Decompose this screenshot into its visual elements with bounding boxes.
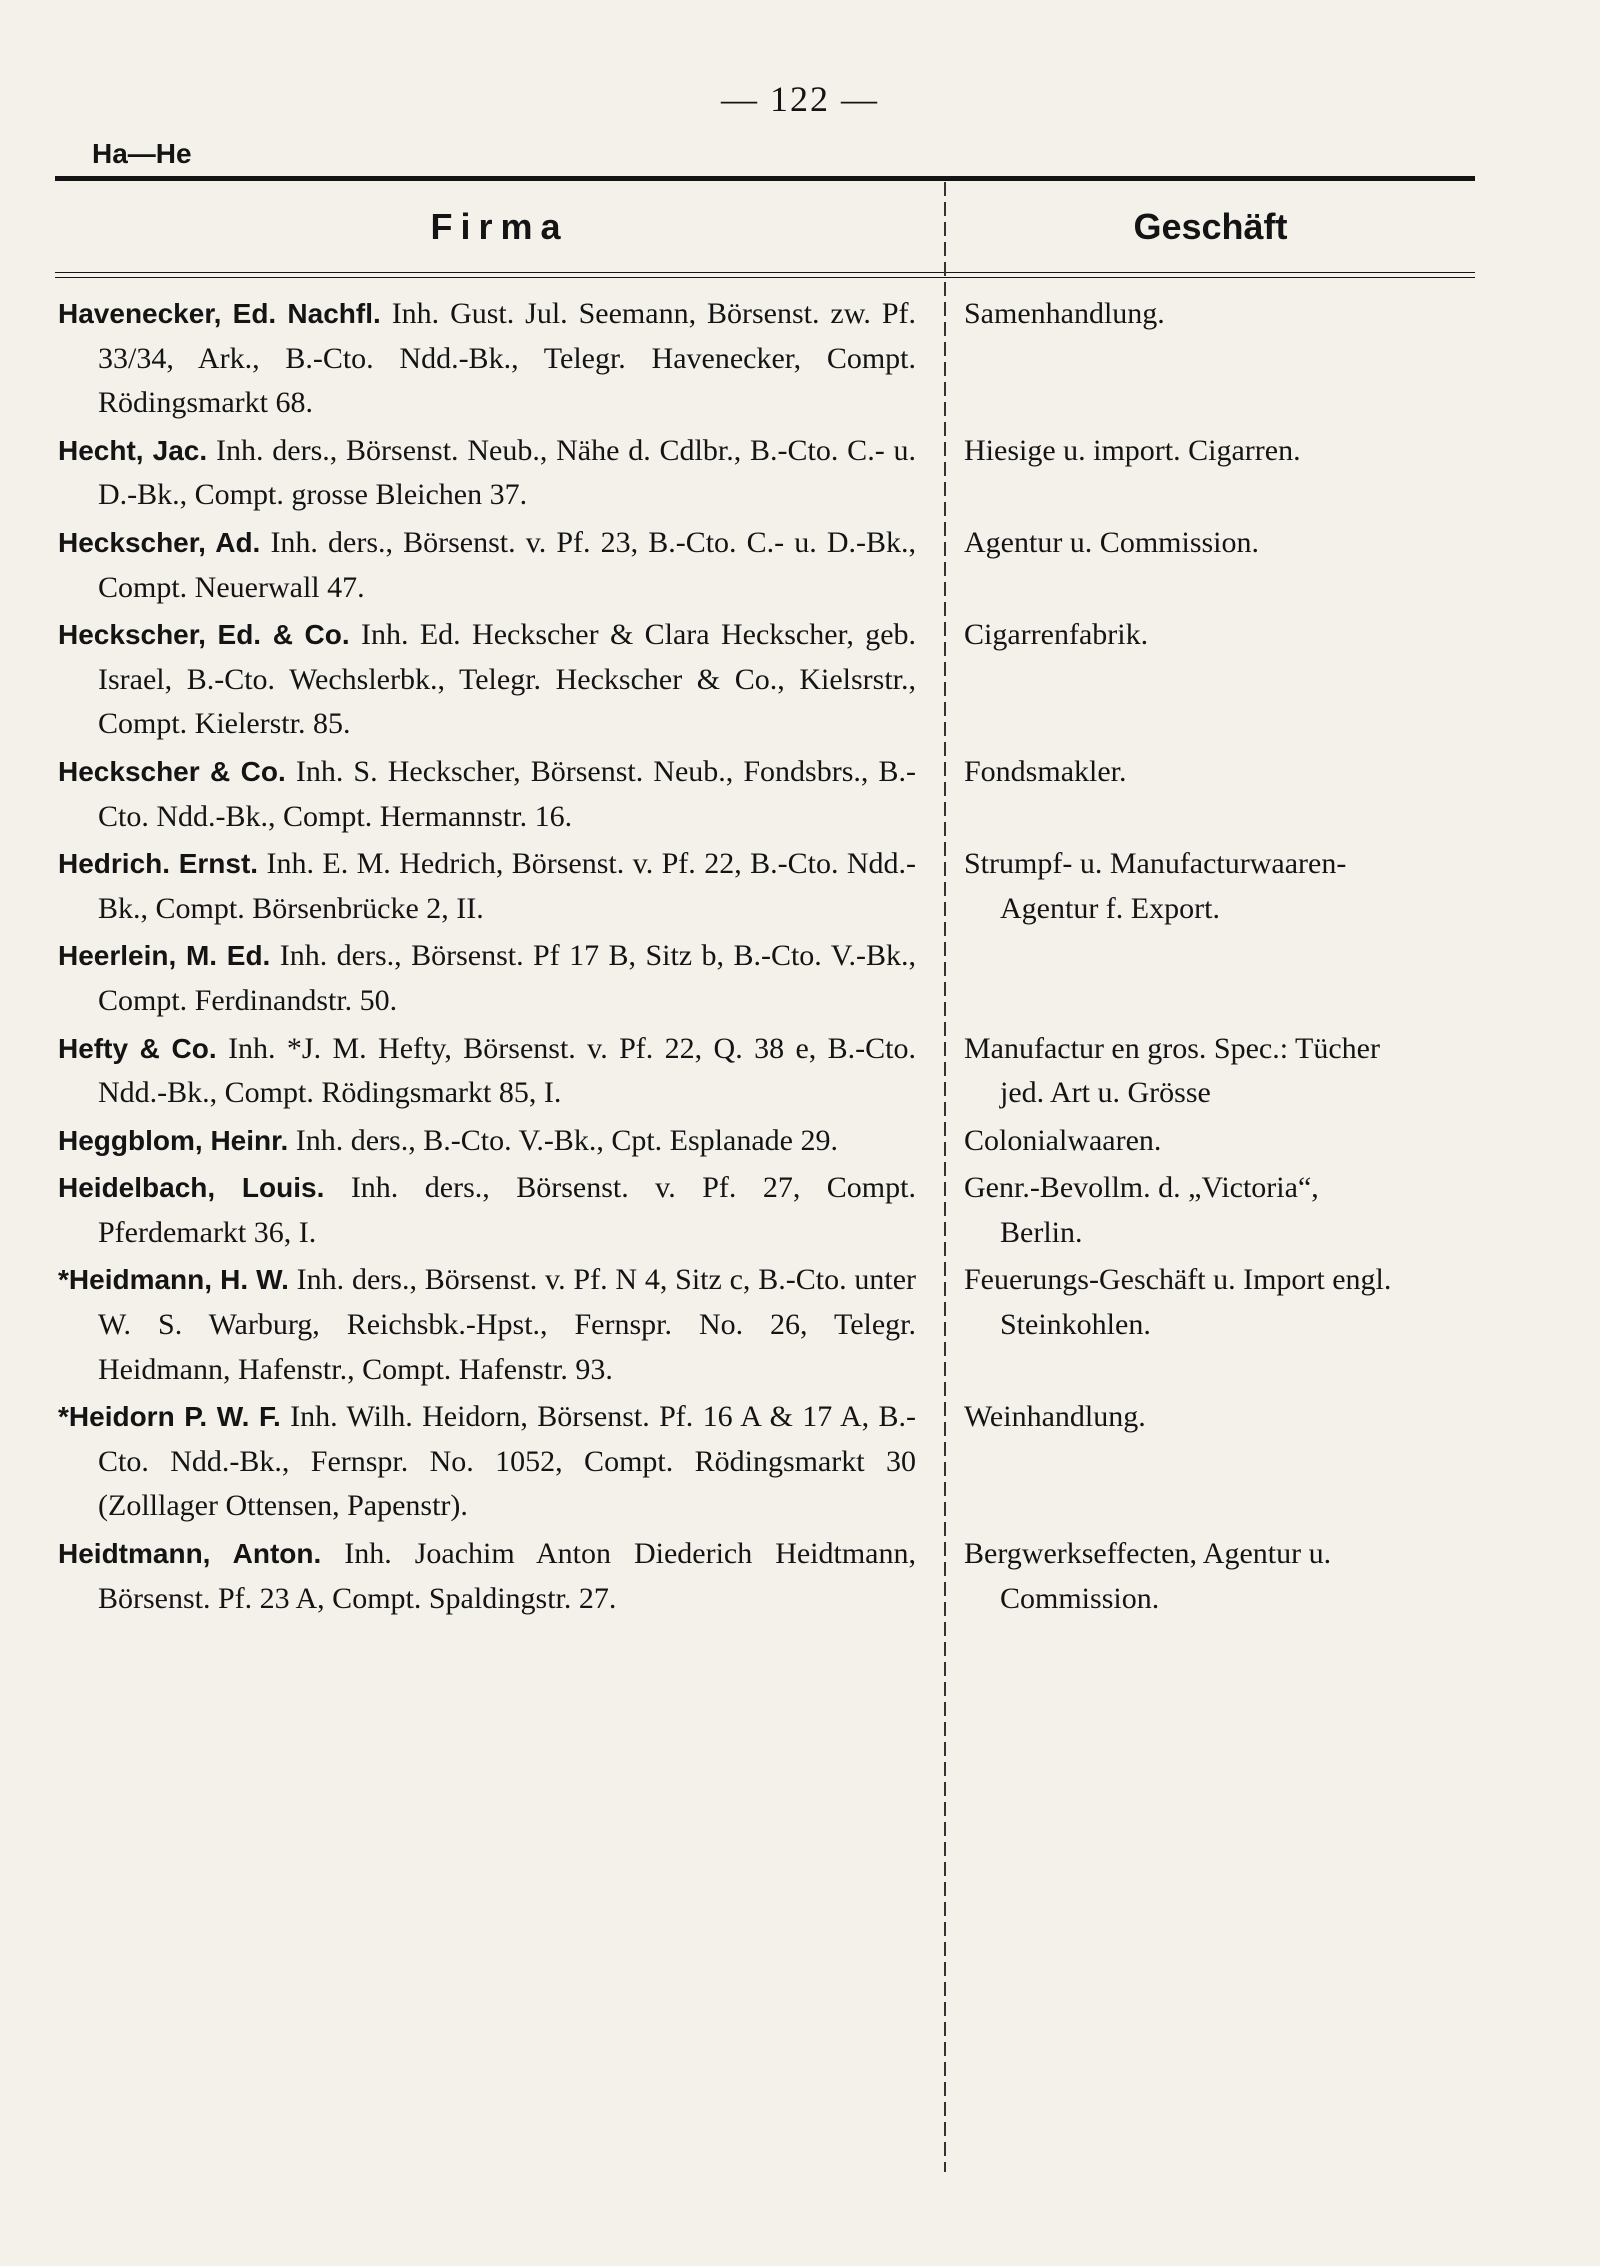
business-cell: Fondsmakler. — [964, 754, 1127, 788]
firma-cell — [58, 1258, 916, 1392]
business-cell: Colonialwaaren. — [964, 1123, 1162, 1157]
firm-details: Inh. Wilh. Heidorn, Börsenst. Pf. 16 A & 17 A, B.-Cto. Ndd.-Bk., Fernspr. No. 1052, Compt. Rödingsmarkt 30 (Zolllager Ottensen, Papenstr). — [98, 1400, 916, 1523]
firm-name: *Heidorn P. W. F. — [58, 1401, 281, 1433]
business-cell: Agentur u. Commission. — [964, 525, 1260, 559]
business-cell: Genr.-Bevollm. d. „Victoria“, Berlin. — [964, 1171, 1319, 1249]
firm-name: Heckscher & Co. — [58, 755, 286, 787]
firm-details: Inh. ders., Börsenst. v. Pf. 23, B.-Cto. C.- u. D.-Bk., Compt. Neuerwall 47. — [98, 525, 917, 604]
firm-details: Inh. Ed. Heckscher & Clara Heckscher, geb. Israel, B.-Cto. Wechslerbk., Telegr. Heckscher & Co., Kielsrstr., Compt. Kielerstr. 85. — [98, 618, 917, 741]
list-item — [58, 613, 1478, 747]
list-item — [58, 1258, 1478, 1392]
firm-name: Havenecker, Ed. Nachfl. — [58, 298, 381, 329]
business-cell: Cigarrenfabrik. — [964, 618, 1149, 652]
firm-name: Hefty & Co. — [58, 1032, 217, 1064]
list-item — [58, 1027, 1478, 1116]
entry-list — [58, 292, 1478, 1624]
list-item — [58, 842, 1478, 931]
firma-cell — [58, 521, 916, 610]
firm-name: Heckscher, Ad. — [58, 526, 261, 558]
firma-cell — [58, 1395, 916, 1529]
business-cell: Manufactur en gros. Spec.: Tücher jed. Art u. Grösse — [964, 1031, 1380, 1110]
firma-cell — [58, 1119, 916, 1164]
firm-details: Inh. ders., Börsenst. Neub., Nähe d. Cdlbr., B.-Cto. C.- u. D.-Bk., Compt. grosse Bleichen 37. — [98, 433, 916, 512]
firm-name: Hedrich. Ernst. — [58, 848, 259, 880]
business-cell: Feuerungs-Geschäft u. Import engl. Steinkohlen. — [964, 1263, 1392, 1342]
firm-details: Inh. ders., B.-Cto. V.-Bk., Cpt. Esplanade 29. — [295, 1123, 838, 1157]
business-cell: Bergwerkseffecten, Agentur u. Commission. — [964, 1537, 1332, 1615]
business-cell: Samenhandlung. — [964, 297, 1165, 330]
list-item — [58, 1166, 1478, 1255]
business-cell: Strumpf- u. Manufacturwaaren-Agentur f. Export. — [964, 847, 1347, 925]
firm-details: Inh. ders., Börsenst. v. Pf. N 4, Sitz c, B.-Cto. unter W. S. Warburg, Reichsbk.-Hpst., Fernspr. No. 26, Telegr. Heidmann, Hafenstr., Compt. Hafenstr. 93. — [98, 1263, 917, 1386]
firma-cell — [58, 750, 916, 839]
firma-cell — [58, 1532, 916, 1621]
column-header-firma: Firma — [430, 206, 569, 247]
firma-cell — [58, 292, 916, 426]
firm-name: Heggblom, Heinr. — [58, 1124, 289, 1156]
firma-cell — [58, 934, 916, 1023]
firm-details: Inh. E. M. Hedrich, Börsenst. v. Pf. 22, B.-Cto. Ndd.-Bk., Compt. Börsenbrücke 2, II. — [98, 847, 917, 925]
business-cell: Hiesige u. import. Cigarren. — [964, 433, 1301, 467]
list-item — [58, 1395, 1478, 1529]
firma-cell — [58, 429, 916, 518]
firm-details: Inh. *J. M. Hefty, Börsenst. v. Pf. 22, Q. 38 e, B.-Cto. Ndd.-Bk., Compt. Rödingsmarkt 85, I. — [98, 1031, 917, 1110]
page-number: — 122 — — [721, 79, 879, 119]
header-rule-lower — [55, 277, 1475, 278]
list-item — [58, 750, 1478, 839]
firma-cell — [58, 1027, 916, 1116]
list-item — [58, 934, 1478, 1023]
header-rule-upper — [55, 272, 1475, 273]
list-item — [58, 1532, 1478, 1621]
firm-details: Inh. Gust. Jul. Seemann, Börsenst. zw. Pf. 33/34, Ark., B.-Cto. Ndd.-Bk., Telegr. Havenecker, Compt. Rödingsmarkt 68. — [98, 297, 917, 420]
list-item — [58, 429, 1478, 518]
firma-cell — [58, 1166, 916, 1255]
firm-name: Hecht, Jac. — [58, 434, 208, 466]
alphabetical-range: Ha—He — [92, 138, 192, 169]
firm-name: Heidtmann, Anton. — [58, 1538, 322, 1570]
firm-name: Heckscher, Ed. & Co. — [58, 619, 350, 651]
firm-details: Inh. Joachim Anton Diederich Heidtmann, Börsenst. Pf. 23 A, Compt. Spaldingstr. 27. — [98, 1537, 916, 1615]
firm-name: *Heidmann, H. W. — [58, 1264, 289, 1296]
top-rule — [55, 176, 1475, 181]
list-item — [58, 1119, 1478, 1164]
list-item — [58, 521, 1478, 610]
column-header-geschaeft: Geschäft — [1133, 206, 1288, 247]
list-item — [58, 292, 1478, 426]
firm-details: Inh. ders., Börsenst. v. Pf. 27, Compt. Pferdemarkt 36, I. — [98, 1171, 916, 1249]
firm-details: Inh. S. Heckscher, Börsenst. Neub., Fondsbrs., B.-Cto. Ndd.-Bk., Compt. Hermannstr. 16. — [98, 754, 916, 833]
firm-name: Heerlein, M. Ed. — [58, 940, 271, 972]
firm-name: Heidelbach, Louis. — [58, 1172, 325, 1204]
business-cell: Weinhandlung. — [964, 1400, 1146, 1434]
firma-cell — [58, 613, 916, 747]
firma-cell — [58, 842, 916, 931]
firm-details: Inh. ders., Börsenst. Pf 17 B, Sitz b, B.-Cto. V.-Bk., Compt. Ferdinandstr. 50. — [98, 939, 916, 1017]
business-cell — [964, 934, 1404, 1023]
